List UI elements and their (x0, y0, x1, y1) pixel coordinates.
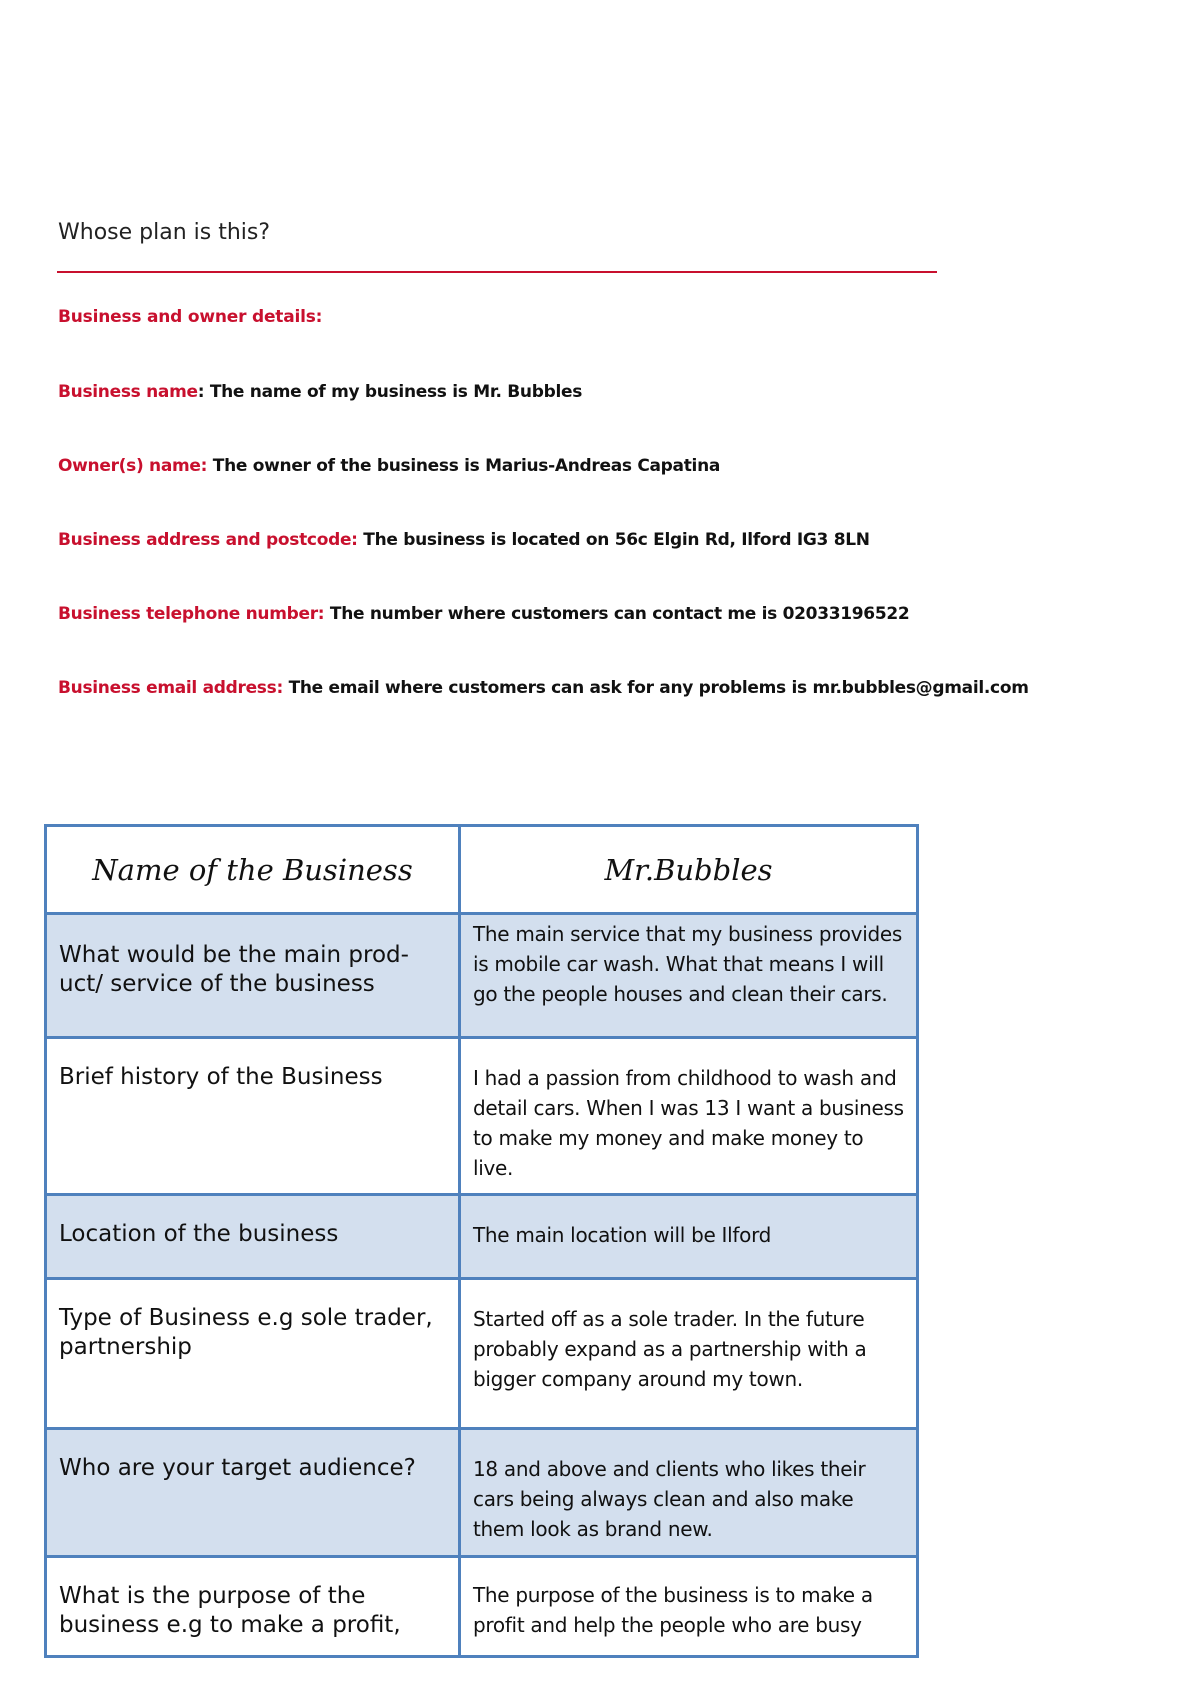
detail-value: The name of my business is Mr. Bubbles (204, 382, 583, 402)
row-answer: The main location will be Ilford (460, 1195, 918, 1279)
detail-value: The business is located on 56c Elgin Rd, Ilford IG3 8LN (357, 530, 870, 550)
row-answer: 18 and above and clients who likes their cars being always clean and also make them look as brand new. (460, 1429, 918, 1557)
table-row (46, 1038, 918, 1195)
row-question: What would be the main prod-uct/ service of the business (46, 914, 460, 1038)
row-question: What is the purpose of the business e.g to make a profit, (46, 1557, 460, 1657)
detail-label: Business email address: (58, 678, 283, 698)
row-question: Location of the business (46, 1195, 460, 1279)
section-title: Business and owner details: (58, 307, 323, 327)
row-answer: The main service that my business provides is mobile car wash. What that means I will go the people houses and clean their cars. (460, 914, 918, 1038)
detail-label: Business address and postcode: (58, 530, 358, 550)
detail-label: Business name (58, 382, 198, 402)
row-answer: I had a passion from childhood to wash and detail cars. When I was 13 I want a business to make my money and make money to live. (460, 1038, 918, 1195)
row-answer: The purpose of the business is to make a profit and help the people who are busy (460, 1557, 918, 1657)
business-table (44, 824, 919, 1658)
red-divider (57, 271, 937, 273)
detail-business-name (58, 382, 582, 402)
header-business-name: Mr.Bubbles (460, 826, 918, 914)
plan-owner-question: Whose plan is this? (58, 220, 271, 245)
detail-value: The owner of the business is Marius-Andreas Capatina (207, 456, 721, 476)
row-question: Brief history of the Business (46, 1038, 460, 1195)
detail-owner-name (58, 456, 720, 476)
detail-value: The email where customers can ask for any problems is mr.bubbles@gmail.com (282, 678, 1029, 698)
row-answer: Started off as a sole trader. In the future probably expand as a partnership with a bigger company around my town. (460, 1279, 918, 1429)
detail-address (58, 530, 870, 550)
header-business-label: Name of the Business (46, 826, 460, 914)
detail-email (58, 678, 1029, 698)
table-row (46, 1279, 918, 1429)
table-header-row (46, 826, 918, 914)
table-row (46, 914, 918, 1038)
row-question: Who are your target audience? (46, 1429, 460, 1557)
detail-value: The number where customers can contact me is 02033196522 (324, 604, 910, 624)
detail-label: Business telephone number: (58, 604, 325, 624)
table-row (46, 1429, 918, 1557)
row-question: Type of Business e.g sole trader, partnership (46, 1279, 460, 1429)
table-row (46, 1195, 918, 1279)
detail-separator: : (197, 382, 205, 402)
detail-label: Owner(s) name: (58, 456, 208, 476)
table-row (46, 1557, 918, 1657)
detail-telephone (58, 604, 909, 624)
